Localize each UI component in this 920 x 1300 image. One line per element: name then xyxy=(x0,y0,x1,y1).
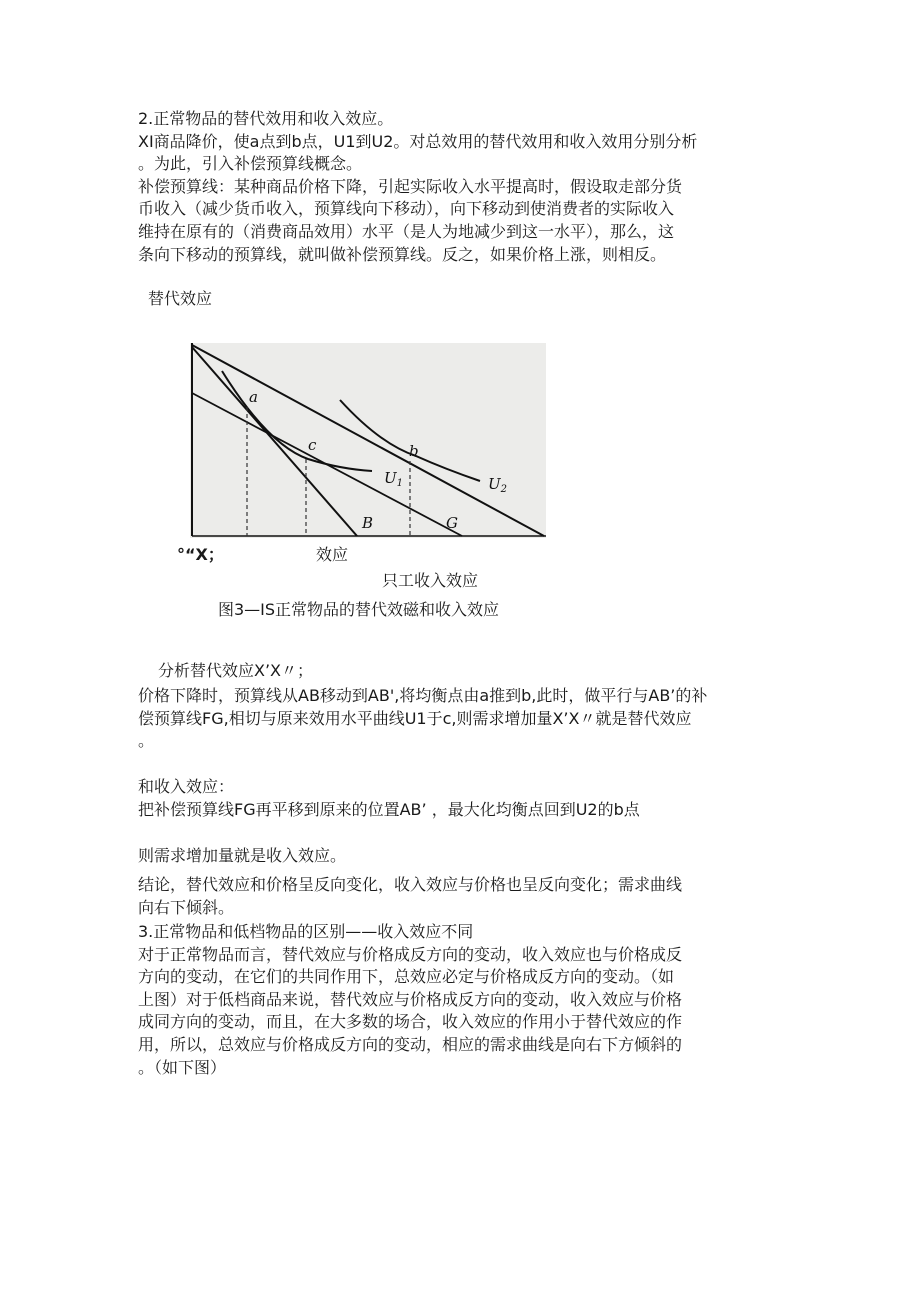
paragraph-line: 。为此，引入补偿预算线概念。 xyxy=(138,154,363,174)
section-2-heading: 2.正常物品的替代效用和收入效应。 xyxy=(138,109,394,128)
income-effect-caption: 只工收入效应 xyxy=(382,571,479,590)
point-b-axis-label: B xyxy=(362,514,374,532)
u1-label: $U_1$ xyxy=(384,469,404,489)
figure-title: 图3—IS正常物品的替代效磁和收入效应 xyxy=(218,600,500,619)
point-g-axis-label: G xyxy=(446,514,458,532)
conclusion-paragraph xyxy=(138,874,788,919)
paragraph-line: 方向的变动，在它们的共同作用下，总效应必定与价格成反方向的变动。（如 xyxy=(138,967,675,987)
x-axis-caption: °“X； xyxy=(177,545,224,564)
paragraph-line: 条向下移动的预算线，就叫做补偿预算线。反之，如果价格上涨，则相反。 xyxy=(138,244,667,264)
paragraph-line: 用，所以，总效应与价格成反方向的变动，相应的需求曲线是向右下方倾斜的 xyxy=(138,1034,683,1054)
section-3-heading: 3.正常物品和低档物品的区别——收入效应不同 xyxy=(138,922,474,941)
paragraph-line: XI商品降价，使a点到b点，U1到U2。对总效用的替代效用和收入效用分别分析 xyxy=(138,131,698,151)
section-3 xyxy=(138,921,788,1079)
paragraph-line: 。（如下图） xyxy=(138,1057,227,1077)
point-a-label: a xyxy=(249,388,258,406)
paragraph-line: 把补偿预算线FG再平移到原来的位置AB’ ，最大化均衡点回到U2的b点 xyxy=(138,799,640,819)
paragraph-line: 。 xyxy=(138,731,155,751)
analysis-paragraph xyxy=(138,685,788,753)
point-c-label: c xyxy=(308,436,317,454)
paragraph-line: 成同方向的变动，而且，在大多数的场合，收入效应的作用小于替代效应的作 xyxy=(138,1012,683,1032)
paragraph-line: 上图）对于低档商品来说，替代效应与价格成反方向的变动，收入效应与价格 xyxy=(138,989,683,1009)
paragraph-line: 对于正常物品而言，替代效应与价格成反方向的变动，收入效应也与价格成反 xyxy=(138,944,683,964)
analysis-title: 分析替代效应X’X〃； xyxy=(158,661,314,680)
paragraph-line: 价格下降时，预算线从AB移动到AB',将均衡点由a推到b,此时，做平行与AB’的补 xyxy=(138,686,708,705)
substitution-effect-title: 替代效应 xyxy=(148,289,213,308)
paragraph-line: 偿预算线FG,相切与原来效用水平曲线U1于c,则需求增加量X’X〃就是替代效应 xyxy=(138,708,692,728)
u2-label: $U_2$ xyxy=(488,475,508,495)
paragraph-line: 结论，替代效应和价格呈反向变化，收入效应与价格也呈反向变化；需求曲线 xyxy=(138,875,683,894)
paragraph-line: 维持在原有的（消费商品效用）水平（是人为地减少到这一水平），那么，这 xyxy=(138,221,675,241)
income-effect-result: 则需求增加量就是收入效应。 xyxy=(138,846,347,865)
point-b-label: b xyxy=(409,442,419,460)
section-2 xyxy=(138,108,788,266)
indifference-curve-figure xyxy=(190,343,546,538)
income-effect-section xyxy=(138,776,788,821)
income-effect-title: 和收入效应： xyxy=(138,777,235,796)
paragraph-line: 补偿预算线：某种商品价格下降，引起实际收入水平提高时，假设取走部分货 xyxy=(138,176,683,196)
paragraph-line: 币收入（减少货币收入，预算线向下移动），向下移动到使消费者的实际收入 xyxy=(138,199,675,219)
paragraph-line: 向右下倾斜。 xyxy=(138,897,235,917)
effect-caption: 效应 xyxy=(316,545,349,564)
